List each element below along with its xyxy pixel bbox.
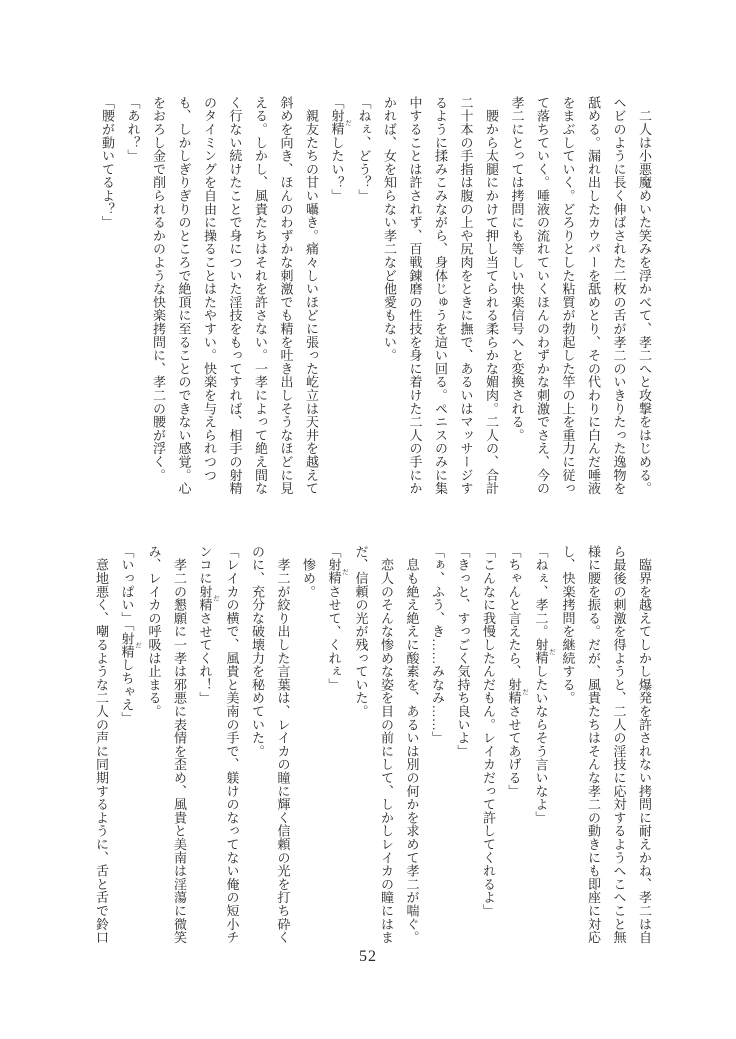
ruby-annotated-word: 射精 だ xyxy=(326,558,348,585)
text-column: える。しかし、風貴たちはそれを許さない。一孝によって絶え間な xyxy=(253,96,268,495)
page-number: 52 xyxy=(359,948,377,965)
text-column: のタイミングを自由に操ることはたやすい。快楽を与えられつつ xyxy=(202,96,217,482)
ruby-annotated-word: 射精 だ xyxy=(197,584,219,612)
text-column: 「いっぱい」「射精 だしちゃえ」 xyxy=(119,545,141,725)
text-column: 孝二の懇願に一孝は邪悪に表情を歪め、風貴と美南は淫蕩に微笑 xyxy=(172,545,187,944)
text-column: 「ねぇ、どう？」 xyxy=(356,96,372,203)
text-column: 恋人のそんな惨めな姿を目の前にして、しかしレイカの瞳にはま xyxy=(379,545,394,944)
ruby-annotated-word: 射精 だ xyxy=(506,678,528,705)
text-column: 意地悪く、嘲るような二人の声に同期するように、舌と舌で鈴口 xyxy=(94,545,109,944)
text-column: 孝二が絞り出した言葉は、レイカの瞳に輝く信頼の光を打ち砕く xyxy=(275,545,291,944)
text-column: 親友たちの甘い囁き。痛々しいほどに張った屹立は天井を越えて xyxy=(304,96,319,495)
text-column: 二人は小悪魔めいた笑みを浮かべて、孝二へと攻撃をはじめる。 xyxy=(637,96,652,495)
text-column: く行ない続けたことで身についた淫技をもってすれば、相手の射精 xyxy=(227,96,243,495)
text-column: 「ぁ、ふう、き……みなみ……」 xyxy=(430,545,445,745)
text-column: 「ちゃんと言えたら、射精 ださせてあげる」 xyxy=(506,545,528,798)
top-text-block xyxy=(95,96,658,494)
text-column: るように揉みこみながら、身体じゅうを這い回る。ペニスのみに集 xyxy=(433,96,448,495)
text-column: 中することは許されず、百戦錬磨の性技を身に着けた二人の手にか xyxy=(407,96,423,495)
text-column: のに、充分な破壊力を秘めていた。 xyxy=(250,545,265,758)
text-column: 「こんなに我慢したんだもん。レイカだって許してくれるよ」 xyxy=(481,545,496,918)
text-column: 舐める。漏れ出したカウパーを舐めとり、その代わりに白んだ唾液 xyxy=(586,96,601,495)
text-column: 「ねぇ、孝二。射精 だしたいならそう言いなよ」 xyxy=(533,545,555,825)
text-column: ヘビのように長く伸ばされた二枚の舌が孝二のいきりたった逸物を xyxy=(611,96,627,495)
text-column: 「腰が動いてるよ？」 xyxy=(100,96,115,229)
text-column: だ、信頼の光が残っていた。 xyxy=(353,545,369,718)
text-column: をまぶしていく。どろりとした粘質が勃起した竿の上を重力に従っ xyxy=(560,96,576,495)
bottom-text-block xyxy=(89,545,658,943)
text-column: 孝二にとっては拷問にも等しい快楽信号へと変換される。 xyxy=(509,96,525,442)
ruby-annotated-word: 射精 だ xyxy=(533,638,555,665)
text-column: も、しかしぎりぎりのところで絶頂に至ることのできない感覚。心 xyxy=(176,96,192,495)
ruby-annotated-word: 射精 だ xyxy=(119,631,141,659)
text-column: 臨界を越えてしかし爆発を許されない拷問に耐えかね、孝二は自 xyxy=(637,545,652,944)
text-column: み、レイカの呼吸は止まる。 xyxy=(146,545,162,718)
text-column: かれば、女を知らない孝二など他愛もない。 xyxy=(382,96,397,362)
text-column: 腰から太腿にかけて押し当てられる柔らかな媚肉。二人の、合計 xyxy=(484,96,499,495)
ruby-annotated-word: 射精 だ xyxy=(329,109,351,136)
text-column: ンコに射精 ださせてくれ！」 xyxy=(197,545,219,705)
text-column: 斜めを向き、ほんのわずかな刺激でも精を吐き出しそうなほどに見 xyxy=(278,96,294,495)
text-column: て落ちていく。唾液の流れていくほんのわずかな刺激でさえ、今の xyxy=(535,96,550,495)
text-column: 「射精 だしたい？」 xyxy=(329,96,351,203)
text-column: 二十本の手指は腹の上や尻肉をときに撫で、あるいはマッサージす xyxy=(458,96,474,495)
text-column: し、快楽拷問を継続する。 xyxy=(560,545,576,705)
text-column: 「レイカの横で、風貴と美南の手で、躾けのなってない俺の短小チ xyxy=(224,545,240,944)
text-column: ら最後の刺激を得ようと、二人の淫技に応対するようへこへこと無 xyxy=(611,545,627,944)
text-column: 「射精 ださせて、くれぇ」 xyxy=(326,545,348,692)
text-column: 様に腰を振る。だが、風貴たちはそんな孝二の動きにも即座に対応 xyxy=(586,545,601,944)
text-column: 「きっと、すっごく気持ち良いよ」 xyxy=(455,545,471,758)
text-column: 息も絶え絶えに酸素を、あるいは別の何かを求めて孝二が喘ぐ。 xyxy=(404,545,420,944)
text-column: をおろし金で削られるかのような快楽拷問に、孝二の腰が浮く。 xyxy=(151,96,166,482)
text-column: 「あれ？」 xyxy=(125,96,141,163)
text-column: 惨め。 xyxy=(301,545,316,599)
